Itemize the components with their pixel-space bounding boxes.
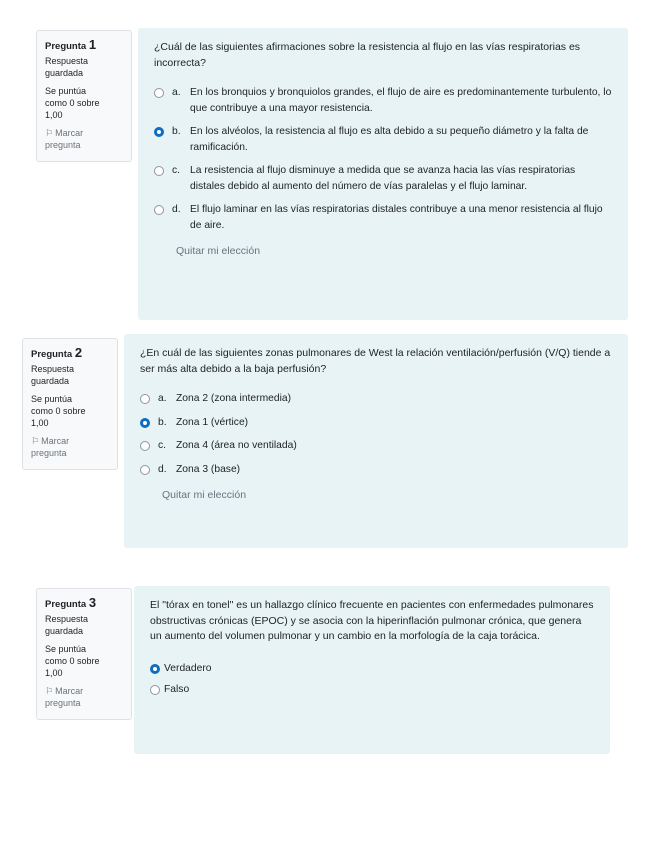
- option-letter: d.: [172, 204, 181, 215]
- radio-button[interactable]: [154, 205, 164, 215]
- answer-option-a[interactable]: [154, 85, 612, 116]
- flag-label: Marcar: [55, 128, 84, 138]
- option-letter: b.: [172, 126, 181, 137]
- flag-icon: ⚐: [31, 436, 40, 446]
- option-text: Zona 4 (área no ventilada): [176, 440, 297, 451]
- question-1-info: [36, 30, 132, 162]
- score-text: como 0 sobre: [45, 98, 100, 108]
- question-2-text: ¿En cuál de las siguientes zonas pulmonares de West la relación ventilación/perfusión (V/Q) tiende a ser más alta debido a la baja perfusión?: [140, 347, 611, 375]
- score-text: Se puntúa: [31, 394, 73, 404]
- status-text: guardada: [31, 376, 70, 386]
- question-3-info: [36, 588, 132, 720]
- answer-options: [140, 391, 612, 477]
- option-text: La resistencia al flujo disminuye a medida que se avanza hacia las vías respiratorias distales debido al aumento del número de vías paralelas y el flujo laminar.: [190, 165, 576, 192]
- flag-question-button[interactable]: [45, 685, 123, 709]
- answer-option-d[interactable]: [154, 202, 612, 233]
- option-letter: a.: [172, 87, 181, 98]
- question-3-content: [134, 586, 610, 754]
- answer-option-b[interactable]: [154, 124, 612, 155]
- clear-choice-link[interactable]: Quitar mi elección: [162, 489, 247, 501]
- answer-options: [150, 661, 594, 698]
- option-letter: b.: [158, 416, 167, 428]
- question-number: 2: [74, 345, 83, 360]
- option-text: En los bronquios y bronquiolos grandes, el flujo de aire es predominantemente turbulento, lo que contribuye a una mayor resistencia.: [190, 87, 612, 114]
- radio-button[interactable]: [150, 685, 160, 695]
- score-text: 1,00: [31, 418, 49, 428]
- radio-button-selected[interactable]: [150, 664, 160, 674]
- flag-icon: ⚐: [45, 128, 54, 138]
- option-text: En los alvéolos, la resistencia al flujo es alta debido a su pequeño diámetro y la falta de ramificación.: [190, 126, 589, 153]
- option-letter: c.: [172, 165, 181, 176]
- question-1-text: ¿Cuál de las siguientes afirmaciones sobre la resistencia al flujo en las vías respiratorias es incorrecta?: [154, 41, 581, 69]
- radio-button[interactable]: [154, 88, 164, 98]
- question-label: Pregunta: [45, 599, 87, 610]
- radio-button-selected[interactable]: [140, 418, 150, 428]
- score-text: Se puntúa: [45, 86, 87, 96]
- radio-button[interactable]: [154, 166, 164, 176]
- question-label: Pregunta: [31, 349, 73, 360]
- flag-icon: ⚐: [45, 686, 54, 696]
- score-text: como 0 sobre: [31, 406, 86, 416]
- flag-label: pregunta: [31, 448, 67, 458]
- question-2-content: [124, 334, 628, 548]
- score-text: como 0 sobre: [45, 656, 100, 666]
- answer-options: [154, 85, 612, 233]
- score-text: Se puntúa: [45, 644, 87, 654]
- answer-option-c[interactable]: [154, 163, 612, 194]
- question-number: 3: [88, 595, 97, 610]
- question-number: 1: [88, 37, 97, 52]
- answer-option-d[interactable]: [140, 462, 612, 478]
- question-label: Pregunta: [45, 41, 87, 52]
- option-letter: d.: [158, 463, 167, 475]
- option-text: Zona 3 (base): [176, 463, 241, 475]
- question-1-content: [138, 28, 628, 320]
- answer-option-c[interactable]: [140, 438, 612, 454]
- status-text: guardada: [45, 68, 84, 78]
- option-text: El flujo laminar en las vías respiratorias distales contribuye a una menor resistencia al flujo de aire.: [190, 204, 603, 231]
- answer-option-b[interactable]: [140, 415, 612, 431]
- option-text: Zona 2 (zona intermedia): [176, 393, 292, 404]
- option-letter: a.: [158, 393, 167, 404]
- question-2-title: [31, 345, 109, 360]
- status-text: Respuesta: [31, 364, 75, 374]
- flag-question-button[interactable]: [31, 435, 109, 459]
- flag-label: pregunta: [45, 698, 81, 708]
- flag-question-button[interactable]: [45, 127, 123, 151]
- question-1-title: [45, 37, 123, 52]
- option-text: Zona 1 (vértice): [176, 416, 249, 428]
- status-text: guardada: [45, 626, 84, 636]
- option-letter: c.: [158, 440, 167, 451]
- answer-option-false[interactable]: [150, 682, 594, 698]
- radio-button[interactable]: [140, 465, 150, 475]
- question-2-info: [22, 338, 118, 470]
- flag-label: pregunta: [45, 140, 81, 150]
- status-text: Respuesta: [45, 56, 89, 66]
- radio-button-selected[interactable]: [154, 127, 164, 137]
- radio-button[interactable]: [140, 441, 150, 451]
- question-3-title: [45, 595, 123, 610]
- option-text: Falso: [164, 684, 190, 695]
- score-text: 1,00: [45, 668, 63, 678]
- radio-button[interactable]: [140, 394, 150, 404]
- status-text: Respuesta: [45, 614, 89, 624]
- answer-option-a[interactable]: [140, 391, 612, 407]
- option-text: Verdadero: [164, 662, 212, 674]
- score-text: 1,00: [45, 110, 63, 120]
- clear-choice-link[interactable]: Quitar mi elección: [176, 245, 261, 257]
- answer-option-true[interactable]: [150, 661, 594, 677]
- flag-label: Marcar: [55, 686, 84, 696]
- flag-label: Marcar: [41, 436, 70, 446]
- question-3-text: El "tórax en tonel" es un hallazgo clínico frecuente en pacientes con enfermedades pulmonares obstructivas crónicas (EPOC) y se asocia con la hiperinflación pulmonar crónica, que genera un aumento del volumen pulmonar y un cambio en la morfología de la caja torácica.: [150, 599, 594, 642]
